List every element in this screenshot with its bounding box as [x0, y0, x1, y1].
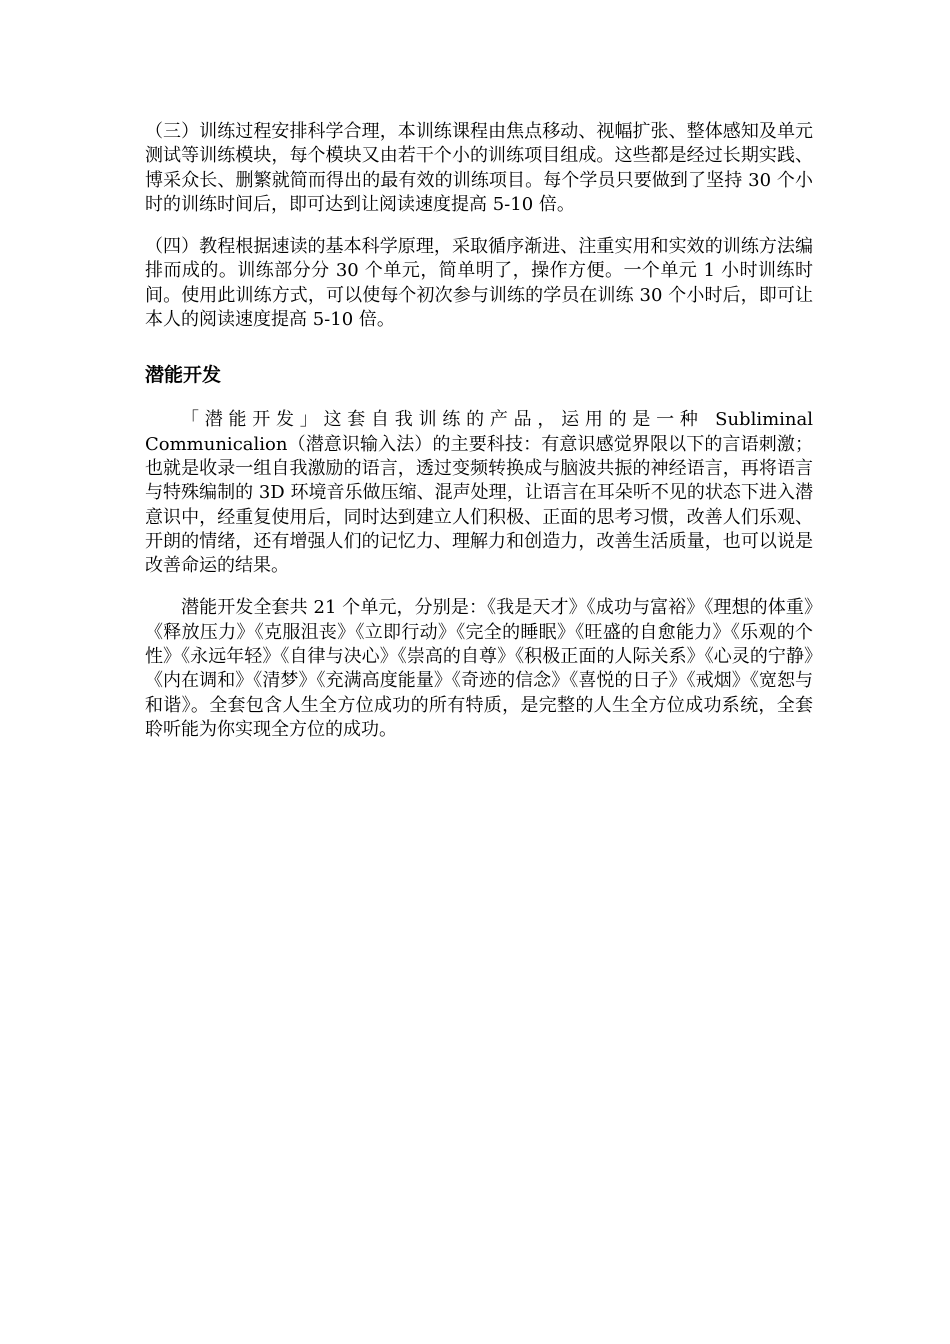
paragraph-units-list: 潜能开发全套共 21 个单元，分别是：《我是天才》《成功与富裕》《理想的体重》《释放压力》《克服沮丧》《立即行动》《完全的睡眠》《旺盛的自愈能力》《乐观的个性》《永远年轻》《自律与决心》《崇高的自尊》《积极正面的人际关系》《心灵的宁静》《内在调和》《清梦》《充满高度能量》《奇迹的信念》《喜悦的日子》《戒烟》《宽恕与和谐》。全套包含人生全方位成功的所有特质，是完整的人生全方位成功系统，全套聆听能为你实现全方位的成功。: [145, 597, 813, 740]
paragraph-subliminal: 「潜能开发」这套自我训练的产品，运用的是一种 Subliminal Communicalion（潜意识输入法）的主要科技：有意识感觉界限以下的言语刺激；也就是收录一组自我激励的语言，透过变频转换成与脑波共振的神经语言，再将语言与特殊编制的 3D 环境音乐做压缩、混声处理，让语言在耳朵听不见的状态下进入潜意识中，经重复使用后，同时达到建立人们积极、正面的思考习惯，改善人们乐观、开朗的情绪，还有增强人们的记忆力、理解力和创造力，改善生活质量，也可以说是改善命运的结果。: [145, 409, 813, 577]
paragraph-training-process: （三）训练过程安排科学合理，本训练课程由焦点移动、视幅扩张、整体感知及单元测试等训练模块，每个模块又由若干个小的训练项目组成。这些都是经过长期实践、博采众长、删繁就简而得出的最有效的训练项目。每个学员只要做到了坚持 30 个小时的训练时间后，即可达到让阅读速度提高 5-10 倍。: [145, 121, 813, 215]
paragraph-training-method: （四）教程根据速读的基本科学原理，采取循序渐进、注重实用和实效的训练方法编排而成的。训练部分分 30 个单元，简单明了，操作方便。一个单元 1 小时训练时间。使用此训练方式，可以使每个初次参与训练的学员在训练 30 个小时后，即可让本人的阅读速度提高 5-10 倍。: [145, 236, 813, 331]
document-page: [145, 120, 813, 742]
section-heading: 潜能开发: [145, 364, 222, 387]
